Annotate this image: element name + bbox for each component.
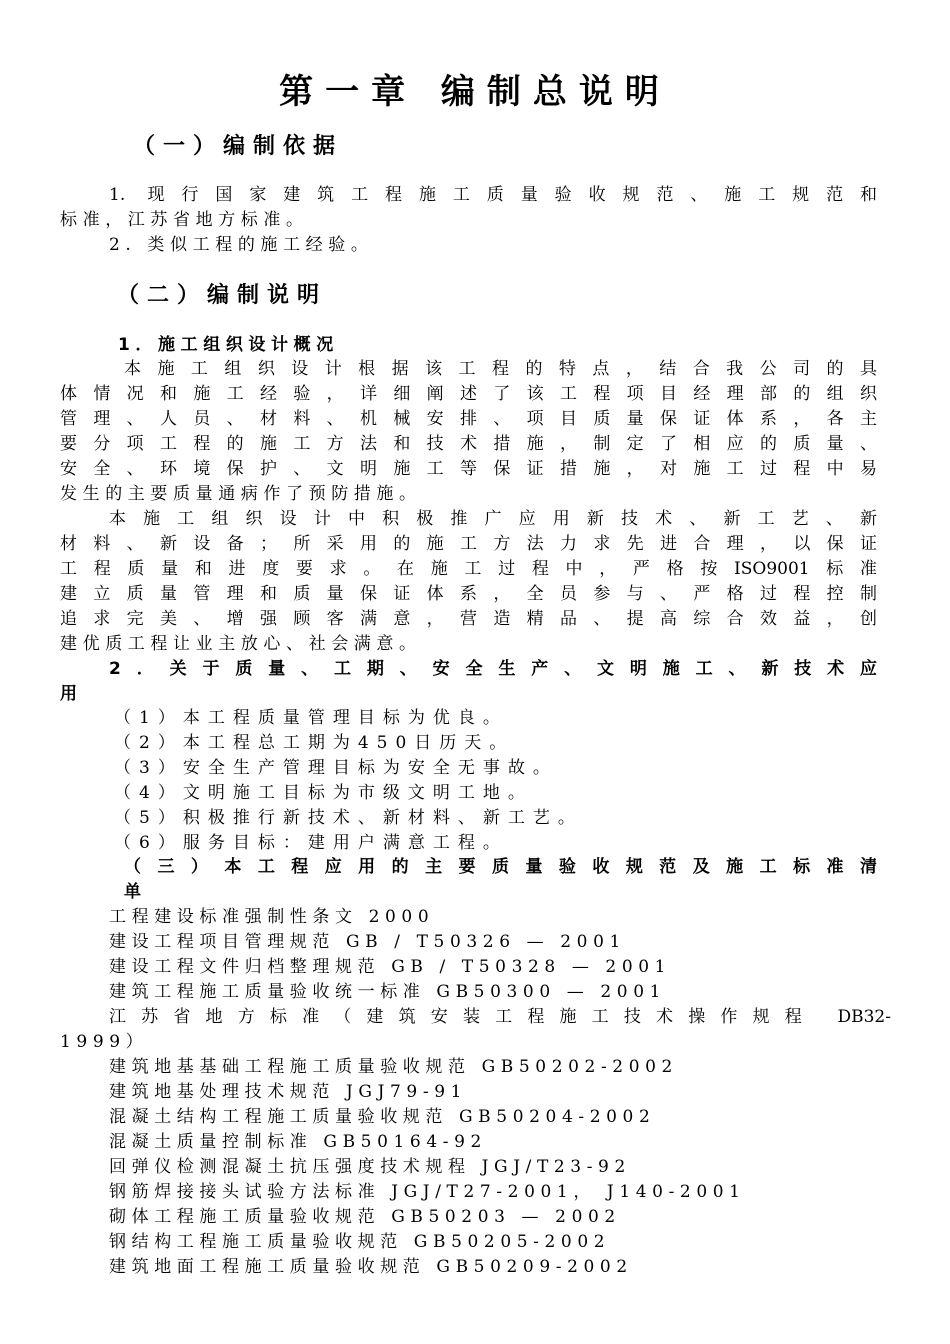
standard-item: 建筑工程施工质量验收统一标准 GB50300 — 2001 [109,982,667,1002]
tech-paragraph-line: 建立质量管理和质量保证体系，全员参与、严格过程控制 [60,584,877,604]
goal-item: （4）文明施工目标为市级文明工地。 [114,783,533,803]
goal-item: （3）安全生产管理目标为安全无事故。 [114,758,558,778]
tech-paragraph-line: 追求完美、增强顾客满意，营造精品、提高综合效益，创 [60,609,877,629]
standard-item: 建筑地基基础工程施工质量验收规范 GB50202-2002 [109,1057,678,1077]
goal-item: （2）本工程总工期为450日历天。 [114,733,515,753]
standard-item: 建设工程文件归档整理规范 GB / T50328 — 2001 [109,957,672,977]
tech-paragraph-line: 建优质工程让业主放心、社会满意。 [60,634,422,654]
tech-paragraph-line: 本施工组织设计中积极推广应用新技术、新工艺、新 [109,509,877,529]
standard-item: 混凝土质量控制标准 GB50164-92 [109,1132,487,1152]
tech-paragraph-line: 材料、新设备；所采用的施工方法力求先进合理，以保证 [60,534,877,554]
standard-item: 建筑地面工程施工质量验收规范 GB50209-2002 [109,1257,633,1277]
standard-item: 江苏省地方标准（建筑安装工程施工技术操作规程 DB32- [109,1007,891,1027]
goal-item: （6）服务目标：建用户满意工程。 [114,833,508,853]
overview-paragraph-line: 本施工组织设计根据该工程的特点，结合我公司的具 [124,359,877,379]
basis-line-1: 1. 现行国家建筑工程施工质量验收规范、施工规范和 [109,185,877,205]
standard-item: 砌体工程施工质量验收规范 GB50203 — 2002 [109,1207,621,1227]
standard-item: 钢筋焊接接头试验方法标准 JGJ/T27-2001， J140-2001 [109,1182,746,1202]
overview-paragraph-line: 发生的主要质量通病作了预防措施。 [60,484,422,504]
standard-item: 工程建设标准强制性条文 2000 [109,907,435,927]
standard-item: 建设工程项目管理规范 GB / T50326 — 2001 [109,932,626,952]
tech-paragraph-line: 工程质量和进度要求。在施工过程中，严格按ISO9001标准 [60,559,877,579]
overview-paragraph-line: 要分项工程的施工方法和技术措施，制定了相应的质量、 [60,434,877,454]
standard-item: 回弹仪检测混凝土抗压强度技术规程 JGJ/T23-92 [109,1157,631,1177]
overview-paragraph-line: 安全、环境保护、文明施工等保证措施，对施工过程中易 [60,459,877,479]
standard-item: 混凝土结构工程施工质量验收规范 GB50204-2002 [109,1107,656,1127]
standard-item: 建筑地基处理技术规范 JGJ79-91 [109,1082,468,1102]
basis-line-3: 2. 类似工程的施工经验。 [109,235,374,255]
standard-item-cont: 1999） [60,1032,149,1052]
subheading-goals: 2．关于质量、工期、安全生产、文明施工、新技术应 [109,659,877,679]
goal-item: （5）积极推行新技术、新材料、新工艺。 [114,808,583,828]
basis-line-2: 标准，江苏省地方标准。 [60,210,309,230]
goal-item: （1）本工程质量管理目标为优良。 [114,708,508,728]
subheading-overview: 1．施工组织设计概况 [118,335,339,355]
subheading-goals-cont: 用 [60,684,83,704]
overview-paragraph-line: 体情况和施工经验，详细阐述了该工程项目经理部的组织 [60,384,877,404]
section-heading-standards-cont: 单 [124,882,147,902]
overview-paragraph-line: 管理、人员、材料、机械安排、项目质量保证体系，各主 [60,409,877,429]
section-heading-notes: （二）编制说明 [117,283,328,308]
standard-item: 钢结构工程施工质量验收规范 GB50205-2002 [109,1232,611,1252]
section-heading-standards: （三）本工程应用的主要质量验收规范及施工标准清 [124,857,877,877]
chapter-title: 第一章 编制总说明 [279,72,671,112]
section-heading-basis: （一）编制依据 [133,134,344,159]
